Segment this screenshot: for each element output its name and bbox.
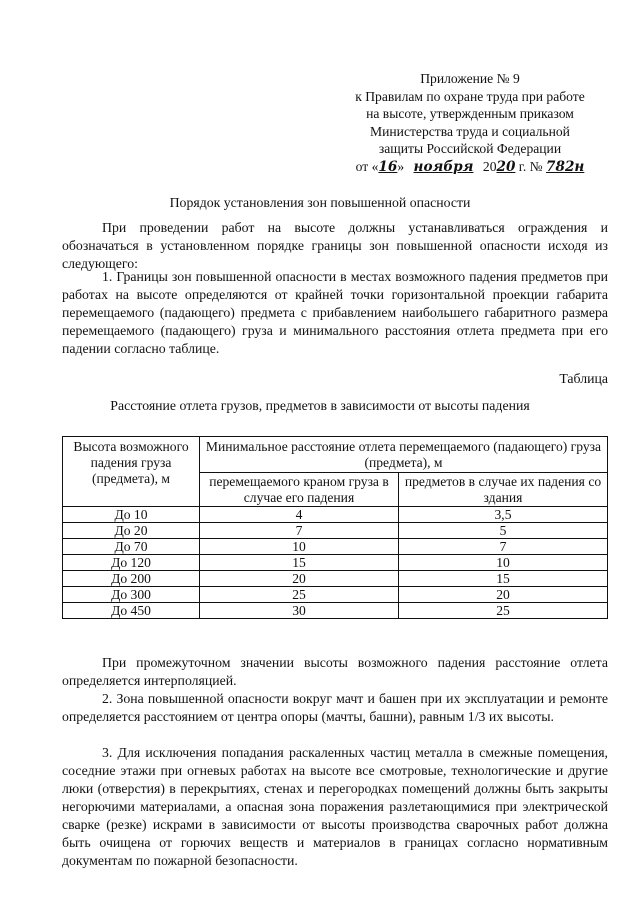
cell-height: До 120 bbox=[63, 555, 200, 571]
cell-building: 5 bbox=[399, 523, 608, 539]
cell-building: 3,5 bbox=[399, 507, 608, 523]
approval-line-rules: к Правилам по охране труда при работе bbox=[355, 88, 585, 104]
table-body bbox=[63, 507, 608, 619]
cell-crane: 10 bbox=[200, 539, 399, 555]
cell-crane: 7 bbox=[200, 523, 399, 539]
approval-block bbox=[330, 70, 610, 176]
table-row bbox=[63, 507, 608, 523]
cell-crane: 4 bbox=[200, 507, 399, 523]
date-prefix: от « bbox=[355, 158, 379, 174]
cell-building: 20 bbox=[399, 587, 608, 603]
cell-building: 10 bbox=[399, 555, 608, 571]
date-year-suffix: г. № bbox=[515, 158, 543, 174]
cell-crane: 15 bbox=[200, 555, 399, 571]
header-height: Высота возможного падения груза (предмета), м bbox=[63, 437, 200, 507]
table-row bbox=[63, 571, 608, 587]
cell-height: До 20 bbox=[63, 523, 200, 539]
header-building: предметов в случае их падения со здания bbox=[399, 473, 608, 507]
approval-line-ministry: Министерства труда и социальной bbox=[370, 123, 570, 139]
header-crane: перемещаемого краном груза в случае его падения bbox=[200, 473, 399, 507]
cell-building: 7 bbox=[399, 539, 608, 555]
cell-crane: 25 bbox=[200, 587, 399, 603]
document-title: Порядок установления зон повышенной опасности bbox=[169, 195, 471, 210]
table-caption: Расстояние отлета грузов, предметов в зависимости от высоты падения bbox=[110, 398, 530, 413]
interpolation-paragraph: При промежуточном значении высоты возможного падения расстояние отлета определяется интерполяцией. bbox=[62, 655, 608, 688]
approval-line-order: на высоте, утвержденным приказом bbox=[366, 106, 574, 121]
approval-date-line bbox=[330, 158, 610, 177]
cell-height: До 300 bbox=[63, 587, 200, 603]
cell-height: До 200 bbox=[63, 571, 200, 587]
date-year-prefix: 20 bbox=[482, 158, 497, 174]
paragraph-1: 1. Границы зон повышенной опасности в местах возможного падения предметов при работах на высоте определяются от крайней точки горизонтальной проекции габарита перемещаемого (падающего) предмета с прибавлением наибольшего габаритного размера перемещаемого (падающего) груза и минимального расстояния отлета предмета при его падении согласно таблице. bbox=[62, 269, 608, 356]
cell-crane: 20 bbox=[200, 571, 399, 587]
paragraph-3: 3. Для исключения попадания раскаленных частиц металла в смежные помещения, соседние этажи при огневых работах на высоте все смотровые, технологические и другие люки (отверстия) в перекрытиях, стенах и перегородках помещений должны быть закрыты негорючими материалами, а опасная зона поражения разлетающимися при электрической сварке (резке) искрами в зависимости от высоты производства сварочных работ должна быть очищена от горючих веществ и материалов в границах согласно нормативным документам по пожарной безопасности. bbox=[62, 745, 608, 868]
date-mid: » bbox=[397, 158, 405, 174]
cell-crane: 30 bbox=[200, 603, 399, 619]
cell-height: До 10 bbox=[63, 507, 200, 523]
cell-height: До 70 bbox=[63, 539, 200, 555]
intro-paragraph: При проведении работ на высоте должны устанавливаться ограждения и обозначаться в установленном порядке границы зон повышенной опасности исходя из следующего: bbox=[62, 220, 608, 271]
paragraph-2: 2. Зона повышенной опасности вокруг мачт и башен при их эксплуатации и ремонте определяется расстоянием от центра опоры (мачты, башни), равным 1/3 их высоты. bbox=[62, 691, 608, 724]
table-row bbox=[63, 539, 608, 555]
cell-building: 15 bbox=[399, 571, 608, 587]
table-label: Таблица bbox=[559, 371, 608, 386]
header-min-distance: Минимальное расстояние отлета перемещаемого (падающего) груза (предмета), м bbox=[200, 437, 608, 473]
appendix-number: Приложение № 9 bbox=[420, 71, 520, 86]
table-row bbox=[63, 555, 608, 571]
table-header-row bbox=[63, 437, 608, 473]
approval-line-federation: защиты Российской Федерации bbox=[378, 141, 562, 156]
distance-table bbox=[62, 436, 608, 619]
table-row bbox=[63, 523, 608, 539]
cell-height: До 450 bbox=[63, 603, 200, 619]
table-row bbox=[63, 587, 608, 603]
table-row bbox=[63, 603, 608, 619]
order-number: 782н bbox=[546, 158, 585, 175]
date-month: ноября bbox=[413, 158, 474, 175]
date-day: 16 bbox=[378, 158, 398, 175]
date-year: 20 bbox=[496, 158, 516, 175]
cell-building: 25 bbox=[399, 603, 608, 619]
